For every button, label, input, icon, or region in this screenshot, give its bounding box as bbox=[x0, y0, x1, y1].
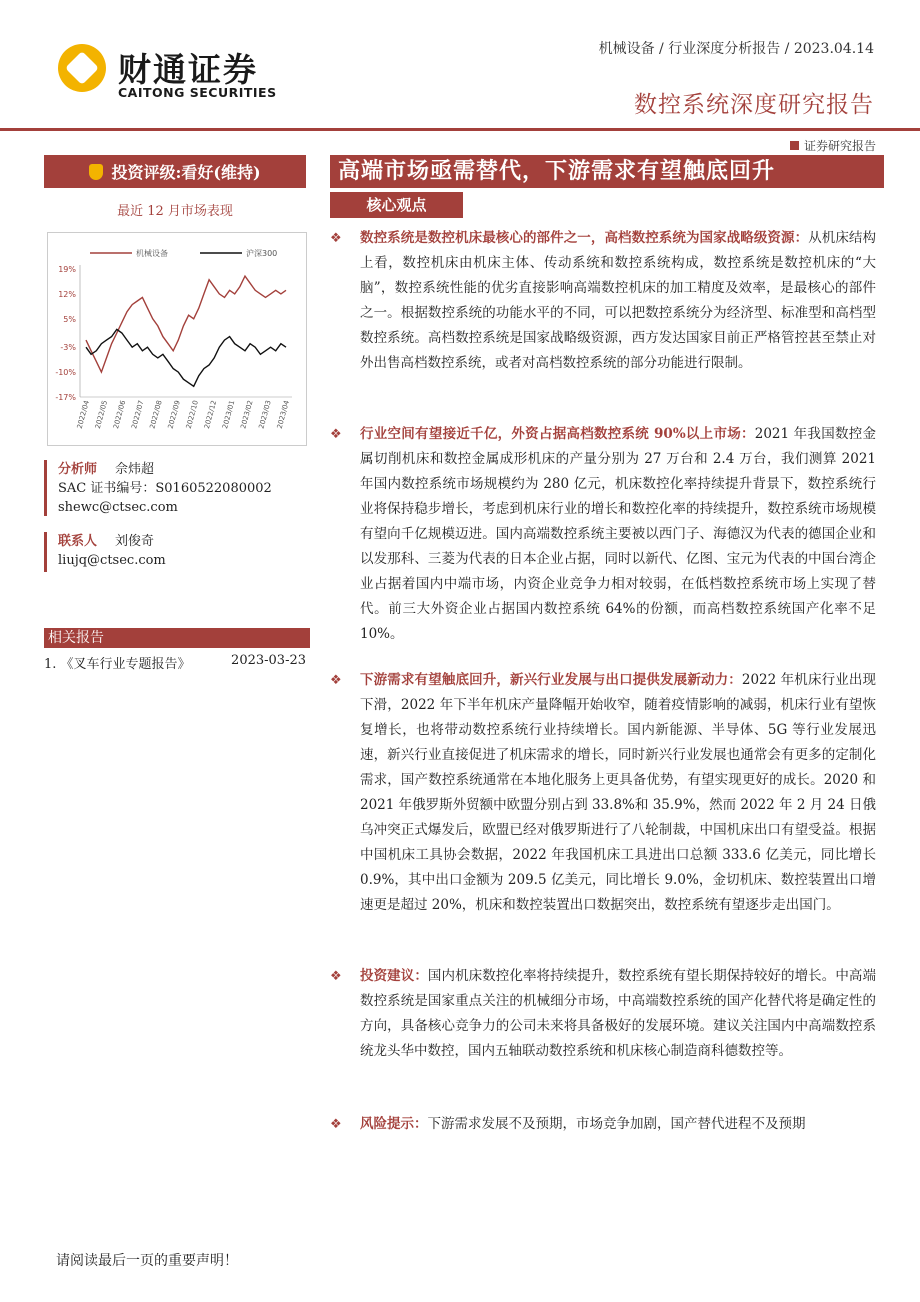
paragraph-title: 下游需求有望触底回升，新兴行业发展与出口提供发展新动力： bbox=[360, 672, 742, 688]
x-tick-label: 2022/10 bbox=[184, 399, 201, 430]
contact-name: 刘俊奇 bbox=[115, 534, 155, 549]
series-line bbox=[86, 276, 286, 372]
y-tick-label: -3% bbox=[60, 343, 76, 353]
performance-caption: 最近 12 月市场表现 bbox=[117, 204, 233, 219]
x-tick-label: 2022/12 bbox=[202, 399, 219, 430]
related-report-date: 2023-03-23 bbox=[231, 653, 306, 668]
x-tick-label: 2023/02 bbox=[239, 399, 255, 430]
x-tick-label: 2023/04 bbox=[275, 399, 291, 430]
paragraph-title: 风险提示： bbox=[360, 1116, 428, 1132]
analyst-label: 分析师 bbox=[58, 462, 98, 477]
paragraph-title: 数控系统是数控机床最核心的部件之一，高档数控系统为国家战略级资源： bbox=[360, 230, 809, 246]
diamond-bullet-icon: ❖ bbox=[330, 969, 342, 984]
analyst-sac: SAC 证书编号：S0160522080002 bbox=[58, 481, 272, 496]
x-tick-label: 2022/05 bbox=[93, 399, 110, 430]
footer-disclaimer: 请阅读最后一页的重要声明！ bbox=[56, 1253, 238, 1269]
paragraph-title: 投资建议： bbox=[360, 968, 428, 984]
x-tick-label: 2023/01 bbox=[221, 399, 237, 430]
header-divider bbox=[0, 128, 920, 131]
paragraph-5 bbox=[330, 1112, 876, 1137]
analyst-name: 佘炜超 bbox=[115, 462, 155, 477]
paragraph-body: 国内机床数控化率将持续提升，数控系统有望长期保持较好的增长。中高端数控系统是国家重点关注的机械细分市场，中高端数控系统的国产化替代将是确定性的方向，具备核心竞争力的公司未来将具备极好的发展环境。建议关注国内中高端数控系统龙头华中数控，国内五轴联动数控系统和机床核心制造商科德数控等。 bbox=[360, 968, 876, 1059]
shield-icon bbox=[89, 164, 103, 180]
y-tick-label: 19% bbox=[58, 265, 76, 274]
paragraph-body: 2022 年机床行业出现下滑，2022 年下半年机床产量降幅开始收窄，随着疫情影响的减弱，机床行业有望恢复增长，也将带动数控系统行业持续增长。国内新能源、半导体、5G 等行业发展迅速，新兴行业直接促进了机床需求的增长，同时新兴行业发展也通常会有更多的定制化需求，国产数控系统通常在本地化服务上更具备优势，有望实现更好的成长。2020 和 2021 年俄罗斯外贸额中欧盟分别占到 33.8%和 35.9%，然而 2022 年 2 月 24 日俄乌冲突正式爆发后，欧盟已经对俄罗斯进行了八轮制裁，中国机床出口有望受益。根据中国机床工具协会数据，2022 年我国机床工具进出口总额 333.6 亿美元，同比增长 0.9%，其中出口金额为 209.5 亿美元，同比增长 9.0%，金切机床、数控装置出口增速更是超过 20%，机床和数控装置出口数据突出，数控系统有望逐步走出国门。 bbox=[360, 672, 876, 913]
paragraph-body: 2021 年我国数控金属切削机床和数控金属成形机床的产量分别为 27 万台和 2.4 万台，我们测算 2021 年国内数控系统市场规模约为 280 亿元，机床数控化率持续提升背景下，数控系统行业将保持稳步增长，考虑到机床行业的增长和数控化率的持续提升，数控系统市场规模有望向千亿规模迈进。国内高端数控系统主要被以西门子、海德汉为代表的德国企业和以发那科、三菱为代表的日本企业占据，同时以新代、亿图、宝元为代表的中国台湾企业占据着国内中端市场，内资企业竞争力相对较弱，在低档数控系统市场上实现了替代。前三大外资企业占据国内数控系统 64%的份额，而高档数控系统国产化率不足 10%。 bbox=[360, 426, 876, 642]
paragraph-body: 从机床结构上看，数控机床由机床主体、传动系统和数控系统构成，数控系统是数控机床的“大脑”，数控系统性能的优劣直接影响高端数控机床的加工精度及效率，是最核心的部件之一。根据数控系统的功能水平的不同，可以把数控系统分为经济型、标准型和高档型数控系统。高档数控系统是国家战略级资源，西方发达国家目前正严格管控甚至禁止对外出售高档数控系统，或者对高档数控系统的部分功能进行限制。 bbox=[360, 230, 877, 371]
y-tick-label: 12% bbox=[58, 289, 76, 299]
rating-banner bbox=[44, 155, 306, 188]
legend-label: 沪深300 bbox=[246, 249, 278, 258]
performance-chart-svg bbox=[48, 233, 306, 445]
rating-text: 投资评级:看好(维持) bbox=[111, 163, 261, 182]
x-tick-label: 2023/03 bbox=[257, 399, 273, 430]
paragraph-title: 行业空间有望接近千亿，外资占据高档数控系统 90%以上市场： bbox=[360, 426, 755, 442]
diamond-bullet-icon: ❖ bbox=[330, 673, 342, 688]
company-name-cn: 财通证券 bbox=[118, 50, 258, 89]
related-report-title[interactable]: 1. 《叉车行业专题报告》 bbox=[44, 657, 191, 672]
diamond-bullet-icon: ❖ bbox=[330, 427, 342, 442]
square-icon bbox=[790, 141, 799, 150]
analyst-email[interactable]: shewc@ctsec.com bbox=[58, 500, 178, 515]
document-title: 数控系统深度研究报告 bbox=[634, 92, 874, 118]
paragraph-4 bbox=[330, 964, 876, 1064]
contact-label: 联系人 bbox=[58, 534, 98, 549]
paragraph-body: 下游需求发展不及预期，市场竞争加剧，国产替代进程不及预期 bbox=[427, 1116, 806, 1132]
related-report-item[interactable] bbox=[44, 653, 306, 672]
paragraph-2 bbox=[330, 422, 876, 647]
contact-block bbox=[44, 532, 320, 570]
y-tick-label: 5% bbox=[63, 314, 76, 324]
paragraph-3 bbox=[330, 668, 876, 918]
report-meta: 机械设备 / 行业深度分析报告 / 2023.04.14 bbox=[598, 41, 874, 57]
core-views-tab: 核心观点 bbox=[330, 192, 463, 218]
report-type-tag bbox=[790, 137, 876, 154]
series-line bbox=[86, 329, 286, 386]
analyst-block bbox=[44, 460, 320, 517]
diamond-bullet-icon: ❖ bbox=[330, 231, 342, 246]
x-tick-label: 2022/09 bbox=[166, 399, 182, 430]
company-name-en: CAITONG SECURITIES bbox=[118, 85, 277, 100]
diamond-bullet-icon: ❖ bbox=[330, 1117, 342, 1132]
y-tick-label: -17% bbox=[55, 393, 76, 402]
headline: 高端市场亟需替代，下游需求有望触底回升 bbox=[330, 155, 884, 188]
performance-chart bbox=[47, 232, 307, 446]
x-tick-label: 2022/08 bbox=[148, 399, 164, 430]
y-tick-label: -10% bbox=[55, 368, 76, 378]
related-reports-header: 相关报告 bbox=[44, 628, 310, 648]
x-tick-label: 2022/04 bbox=[75, 399, 91, 430]
report-type-label: 证券研究报告 bbox=[803, 139, 876, 153]
x-tick-label: 2022/07 bbox=[130, 399, 146, 430]
x-tick-label: 2022/06 bbox=[112, 399, 128, 430]
legend-label: 机械设备 bbox=[136, 249, 168, 258]
contact-email[interactable]: liujq@ctsec.com bbox=[58, 553, 166, 568]
paragraph-1 bbox=[330, 226, 876, 376]
